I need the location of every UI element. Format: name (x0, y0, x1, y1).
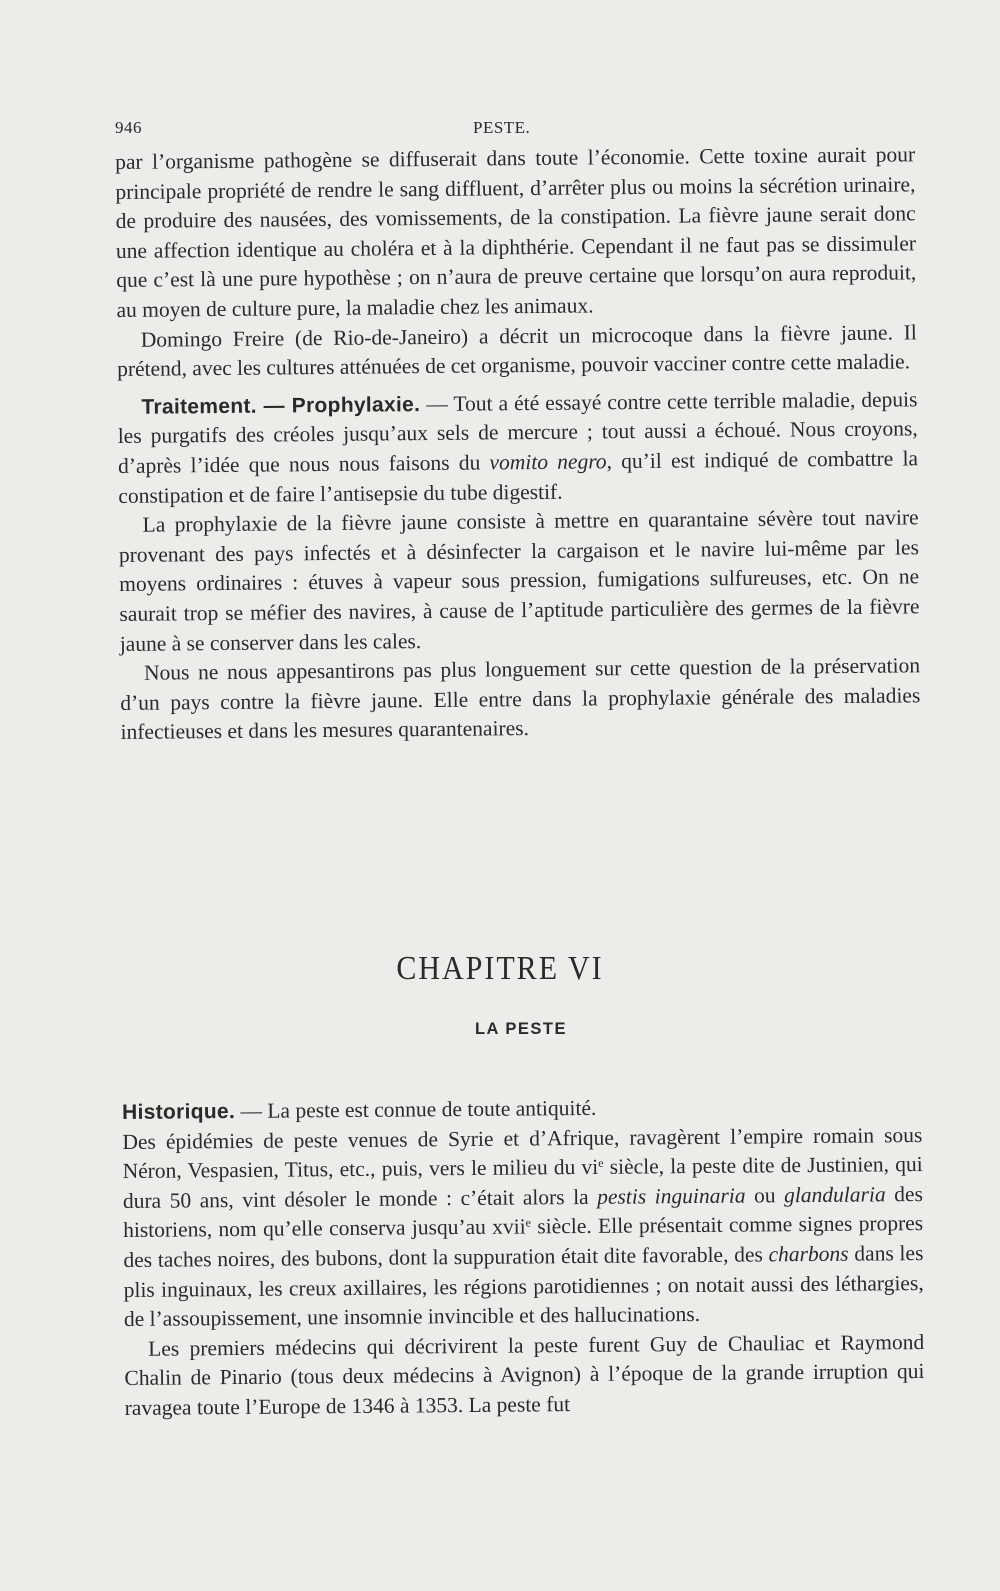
chapter-number: CHAPITRE VI (396, 949, 604, 987)
paragraph-toxine: par l’organisme pathogène se diffuserait dans toute l’économie. Cette toxine aurait pour principale propriété de rendre le sang diffluent, d’arrêter plus ou moins la sécrétion urinaire, de produire des nausées, des vomissements, de la constipation. La fièvre jaune serait donc une affection identique au choléra et à la diphthérie. Cependant il ne faut pas se dissimuler que c’est là une pure hypothèse ; on n’aura de preuve certaine que lorsqu’on aura reproduit, au moyen de culture pure, la maladie chez les animaux. (115, 142, 917, 322)
paragraph-preservation: Nous ne nous appesantirons pas plus longuement sur cette question de la préservation d’un pays contre la fièvre jaune. Elle entre dans la prophylaxie générale des maladies infectieuses et dans les mesures quarantenaires. (120, 653, 921, 745)
running-title: PESTE. (473, 118, 531, 137)
paragraph-traitement: Traitement. — Prophylaxie. — Tout a été essayé contre cette terrible maladie, depuis les purgatifs des créoles jusqu’aux sels de mercure ; tout aussi a échoué. Nous croyons, d’après l’idée que nous nous faisons du vomito negro, qu’il est indiqué de combattre la constipation et de faire l’antisepsie du tube digestif. (117, 387, 919, 508)
section-yellow-fever (115, 140, 921, 748)
chapter-title: LA PESTE (474, 1020, 568, 1038)
paragraph-prophylaxie: La prophylaxie de la fièvre jaune consiste à mettre en quarantaine sévère tout navire provenant des pays infectés et à désinfecter la cargaison et le navire lui-même par les moyens ordinaires : étuves à vapeur sous pression, fumigations sulfureuses, etc. On ne saurait trop se méfier des navires, à cause de l’aptitude particulière des germes de la fièvre jaune à se conserver dans les cales. (118, 505, 920, 656)
italic-term: vomito negro (489, 449, 607, 475)
paragraph-premiers-medecins: Les premiers médecins qui décrivirent la peste furent Guy de Chauliac et Raymond Chalin de Pinario (tous deux médecins à Avignon) à l’époque de la grande irruption qui ravagea toute l’Europe de 1346 à 1353. La peste fut (124, 1329, 925, 1420)
section-heading-traitement: Traitement. — Prophylaxie. (141, 392, 421, 419)
paragraph-historique: Historique. — La peste est connue de toute antiquité. (122, 1095, 597, 1124)
running-header (115, 118, 915, 142)
section-heading-historique: Historique. (122, 1100, 236, 1124)
page-number: 946 (115, 118, 142, 137)
paragraph-freire: Domingo Freire (de Rio-de-Janeiro) a décrit un microcoque dans la fièvre jaune. Il prétend, avec les cultures atténuées de cet organisme, pouvoir vacciner contre cette maladie. (117, 319, 917, 382)
section-plague (122, 1091, 925, 1424)
paragraph-epidemies: Des épidémies de peste venues de Syrie et d’Afrique, ravagèrent l’empire romain sous Néron, Vespasien, Titus, etc., puis, vers le milieu du $vi^e$ siècle, la peste dite de Justinien, qui dura 50 ans, vint désoler le monde : c’était alors la pestis inguinaria ou glandularia des historiens, nom qu’elle conserva jusqu’au xvii$^e$ siècle. Elle présentait comme signes propres des taches noires, des bubons, dont la suppuration était dite favorable, des charbons dans les plis inguinaux, les creux axillaires, les régions parotidiennes ; on notait aussi des léthargies, de l’assoupissement, une insomnie invincible et des hallucinations. (122, 1122, 924, 1332)
